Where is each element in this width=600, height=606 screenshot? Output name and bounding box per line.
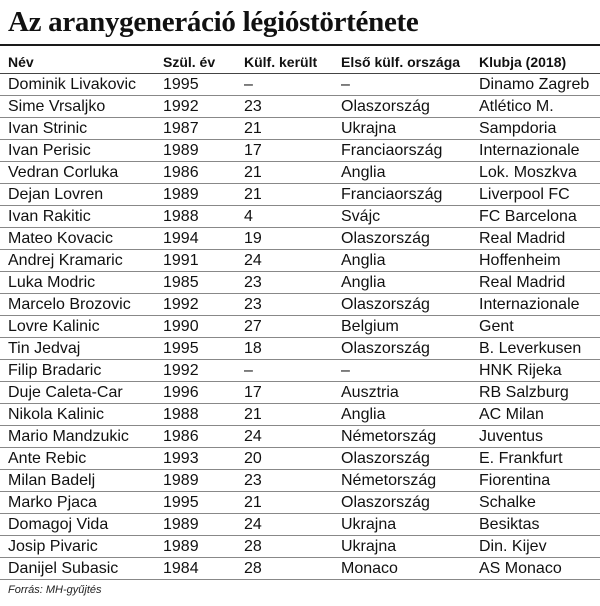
birth-year-cell: 1987 (163, 118, 244, 140)
name-cell: Tin Jedvaj (0, 338, 163, 360)
table-row (0, 448, 600, 470)
birth-year-cell: 1989 (163, 514, 244, 536)
club-cell: AS Monaco (479, 558, 600, 580)
first-country-cell: Anglia (341, 272, 479, 294)
first-country-cell: Anglia (341, 404, 479, 426)
first-country-cell: – (341, 74, 479, 96)
name-cell: Sime Vrsaljko (0, 96, 163, 118)
age-abroad-cell: 23 (244, 470, 341, 492)
club-cell: FC Barcelona (479, 206, 600, 228)
name-cell: Marcelo Brozovic (0, 294, 163, 316)
table-row (0, 338, 600, 360)
birth-year-cell: 1995 (163, 74, 244, 96)
birth-year-cell: 1989 (163, 536, 244, 558)
name-cell: Dejan Lovren (0, 184, 163, 206)
club-cell: Real Madrid (479, 228, 600, 250)
column-header-name: Név (0, 50, 163, 74)
first-country-cell: Olaszország (341, 228, 479, 250)
table-row (0, 184, 600, 206)
table-row (0, 316, 600, 338)
age-abroad-cell: 18 (244, 338, 341, 360)
birth-year-cell: 1992 (163, 96, 244, 118)
birth-year-cell: 1985 (163, 272, 244, 294)
first-country-cell: Ausztria (341, 382, 479, 404)
first-country-cell: Svájc (341, 206, 479, 228)
first-country-cell: Olaszország (341, 338, 479, 360)
name-cell: Luka Modric (0, 272, 163, 294)
club-cell: Fiorentina (479, 470, 600, 492)
age-abroad-cell: – (244, 360, 341, 382)
table-row (0, 492, 600, 514)
name-cell: Domagoj Vida (0, 514, 163, 536)
age-abroad-cell: 28 (244, 558, 341, 580)
age-abroad-cell: 24 (244, 514, 341, 536)
club-cell: B. Leverkusen (479, 338, 600, 360)
first-country-cell: Ukrajna (341, 536, 479, 558)
name-cell: Filip Bradaric (0, 360, 163, 382)
name-cell: Duje Caleta-Car (0, 382, 163, 404)
birth-year-cell: 1995 (163, 492, 244, 514)
age-abroad-cell: 21 (244, 492, 341, 514)
first-country-cell: Franciaország (341, 140, 479, 162)
first-country-cell: Ukrajna (341, 514, 479, 536)
table-row (0, 74, 600, 96)
table-row (0, 162, 600, 184)
club-cell: Juventus (479, 426, 600, 448)
club-cell: Dinamo Zagreb (479, 74, 600, 96)
table-row (0, 118, 600, 140)
age-abroad-cell: 21 (244, 404, 341, 426)
birth-year-cell: 1986 (163, 162, 244, 184)
age-abroad-cell: 17 (244, 140, 341, 162)
age-abroad-cell: 24 (244, 250, 341, 272)
club-cell: HNK Rijeka (479, 360, 600, 382)
birth-year-cell: 1989 (163, 470, 244, 492)
club-cell: Sampdoria (479, 118, 600, 140)
age-abroad-cell: 28 (244, 536, 341, 558)
first-country-cell: Anglia (341, 250, 479, 272)
birth-year-cell: 1988 (163, 206, 244, 228)
name-cell: Nikola Kalinic (0, 404, 163, 426)
table-row (0, 360, 600, 382)
name-cell: Marko Pjaca (0, 492, 163, 514)
birth-year-cell: 1993 (163, 448, 244, 470)
age-abroad-cell: 24 (244, 426, 341, 448)
club-cell: Gent (479, 316, 600, 338)
club-cell: Schalke (479, 492, 600, 514)
birth-year-cell: 1990 (163, 316, 244, 338)
table-row (0, 206, 600, 228)
age-abroad-cell: 21 (244, 184, 341, 206)
club-cell: Lok. Moszkva (479, 162, 600, 184)
age-abroad-cell: 19 (244, 228, 341, 250)
name-cell: Danijel Subasic (0, 558, 163, 580)
table-row (0, 294, 600, 316)
first-country-cell: Monaco (341, 558, 479, 580)
name-cell: Dominik Livakovic (0, 74, 163, 96)
name-cell: Ivan Perisic (0, 140, 163, 162)
club-cell: E. Frankfurt (479, 448, 600, 470)
first-country-cell: Ukrajna (341, 118, 479, 140)
club-cell: Din. Kijev (479, 536, 600, 558)
club-cell: Besiktas (479, 514, 600, 536)
table-header-row (0, 50, 600, 74)
name-cell: Lovre Kalinic (0, 316, 163, 338)
name-cell: Josip Pivaric (0, 536, 163, 558)
table-row (0, 250, 600, 272)
birth-year-cell: 1995 (163, 338, 244, 360)
table-row (0, 536, 600, 558)
name-cell: Ivan Strinic (0, 118, 163, 140)
first-country-cell: Franciaország (341, 184, 479, 206)
birth-year-cell: 1992 (163, 360, 244, 382)
first-country-cell: Olaszország (341, 294, 479, 316)
name-cell: Andrej Kramaric (0, 250, 163, 272)
club-cell: RB Salzburg (479, 382, 600, 404)
birth-year-cell: 1989 (163, 140, 244, 162)
title-divider (0, 44, 600, 46)
table-row (0, 228, 600, 250)
age-abroad-cell: 4 (244, 206, 341, 228)
age-abroad-cell: 23 (244, 96, 341, 118)
source-note: Forrás: MH-gyűjtés (8, 584, 102, 596)
players-table (0, 50, 600, 580)
birth-year-cell: 1991 (163, 250, 244, 272)
page-title: Az aranygeneráció légióstörténete (8, 6, 419, 38)
name-cell: Ante Rebic (0, 448, 163, 470)
name-cell: Mario Mandzukic (0, 426, 163, 448)
birth-year-cell: 1994 (163, 228, 244, 250)
birth-year-cell: 1992 (163, 294, 244, 316)
table-row (0, 470, 600, 492)
club-cell: Liverpool FC (479, 184, 600, 206)
age-abroad-cell: 17 (244, 382, 341, 404)
table-row (0, 426, 600, 448)
name-cell: Milan Badelj (0, 470, 163, 492)
birth-year-cell: 1996 (163, 382, 244, 404)
first-country-cell: Belgium (341, 316, 479, 338)
first-country-cell: Németország (341, 426, 479, 448)
column-header-birth-year: Szül. év (163, 50, 244, 74)
club-cell: AC Milan (479, 404, 600, 426)
first-country-cell: Anglia (341, 162, 479, 184)
column-header-age-abroad: Külf. került (244, 50, 341, 74)
table-row (0, 404, 600, 426)
birth-year-cell: 1988 (163, 404, 244, 426)
table-row (0, 558, 600, 580)
birth-year-cell: 1986 (163, 426, 244, 448)
table-row (0, 140, 600, 162)
club-cell: Internazionale (479, 294, 600, 316)
age-abroad-cell: 27 (244, 316, 341, 338)
age-abroad-cell: 21 (244, 162, 341, 184)
birth-year-cell: 1989 (163, 184, 244, 206)
name-cell: Mateo Kovacic (0, 228, 163, 250)
name-cell: Ivan Rakitic (0, 206, 163, 228)
club-cell: Real Madrid (479, 272, 600, 294)
club-cell: Hoffenheim (479, 250, 600, 272)
age-abroad-cell: 21 (244, 118, 341, 140)
club-cell: Atlético M. (479, 96, 600, 118)
age-abroad-cell: – (244, 74, 341, 96)
birth-year-cell: 1984 (163, 558, 244, 580)
age-abroad-cell: 23 (244, 272, 341, 294)
first-country-cell: – (341, 360, 479, 382)
table-row (0, 272, 600, 294)
club-cell: Internazionale (479, 140, 600, 162)
column-header-club: Klubja (2018) (479, 50, 600, 74)
table-row (0, 514, 600, 536)
age-abroad-cell: 20 (244, 448, 341, 470)
column-header-first-country: Első külf. országa (341, 50, 479, 74)
first-country-cell: Olaszország (341, 448, 479, 470)
table-row (0, 96, 600, 118)
first-country-cell: Olaszország (341, 96, 479, 118)
first-country-cell: Olaszország (341, 492, 479, 514)
table-row (0, 382, 600, 404)
age-abroad-cell: 23 (244, 294, 341, 316)
first-country-cell: Németország (341, 470, 479, 492)
name-cell: Vedran Corluka (0, 162, 163, 184)
